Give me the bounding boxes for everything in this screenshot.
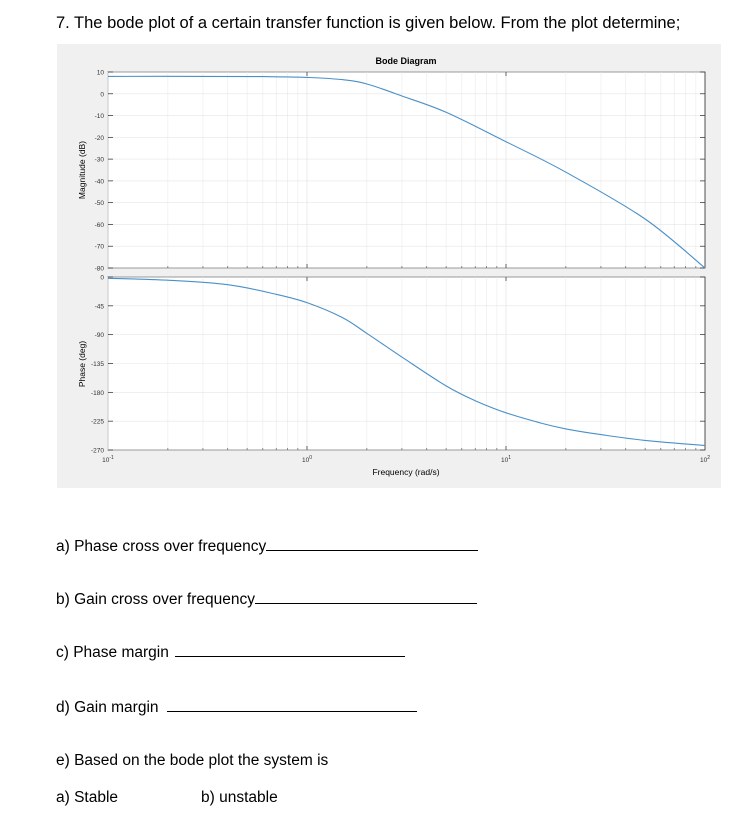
x-tick-label: $10^2$ xyxy=(699,455,711,464)
item-e-label: e) Based on the bode plot the system is xyxy=(56,752,329,769)
item-a xyxy=(56,538,478,556)
magnitude-axes xyxy=(108,72,705,268)
item-c xyxy=(56,644,405,662)
bode-figure xyxy=(57,44,721,488)
magnitude-tick-label: -20 xyxy=(94,134,104,142)
phase-tick-label: -180 xyxy=(90,389,104,397)
phase-tick-label: -135 xyxy=(90,361,104,368)
magnitude-tick-label: -80 xyxy=(94,265,104,273)
phase-tick-label: 0 xyxy=(100,274,104,282)
phase-tick-label: -90 xyxy=(94,332,104,340)
x-tick-label: $10^{-1}$ xyxy=(102,455,114,464)
option-unstable[interactable]: b) unstable xyxy=(201,789,278,806)
x-tick-label: $10^0$ xyxy=(301,455,313,464)
answer-blank-d[interactable] xyxy=(167,710,417,712)
option-stable[interactable]: a) Stable xyxy=(56,789,119,806)
magnitude-ylabel: Magnitude (dB) xyxy=(77,140,87,200)
item-d-label: d) Gain margin xyxy=(56,699,159,716)
answer-blank-c[interactable] xyxy=(175,655,405,657)
answer-blank-a[interactable] xyxy=(266,549,478,551)
magnitude-tick-label: -60 xyxy=(94,221,104,229)
item-b xyxy=(56,591,477,609)
answer-blank-b[interactable] xyxy=(255,602,477,604)
item-a-label: a) Phase cross over frequency xyxy=(56,538,267,555)
magnitude-tick-label: 10 xyxy=(96,69,104,77)
magnitude-tick-label: -30 xyxy=(94,156,104,164)
item-b-label: b) Gain cross over frequency xyxy=(56,591,256,608)
bode-plot xyxy=(57,44,721,488)
item-d xyxy=(56,699,417,717)
phase-ylabel: Phase (deg) xyxy=(77,340,87,388)
chart-title: Bode Diagram xyxy=(375,56,437,66)
magnitude-tick-label: -50 xyxy=(94,200,104,208)
phase-tick-label: -225 xyxy=(90,418,104,426)
magnitude-tick-label: -10 xyxy=(94,113,104,121)
item-e xyxy=(56,752,328,770)
question-text: 7. The bode plot of a certain transfer function is given below. From the plot determine; xyxy=(56,14,681,32)
phase-tick-label: -270 xyxy=(90,447,104,455)
phase-tick-label: -45 xyxy=(94,303,104,311)
magnitude-tick-label: -70 xyxy=(94,243,104,251)
item-c-label: c) Phase margin xyxy=(56,644,169,661)
xlabel: Frequency (rad/s) xyxy=(372,467,440,477)
magnitude-tick-label: -40 xyxy=(94,178,104,186)
magnitude-tick-label: 0 xyxy=(100,91,104,99)
x-tick-label: $10^1$ xyxy=(500,455,512,464)
